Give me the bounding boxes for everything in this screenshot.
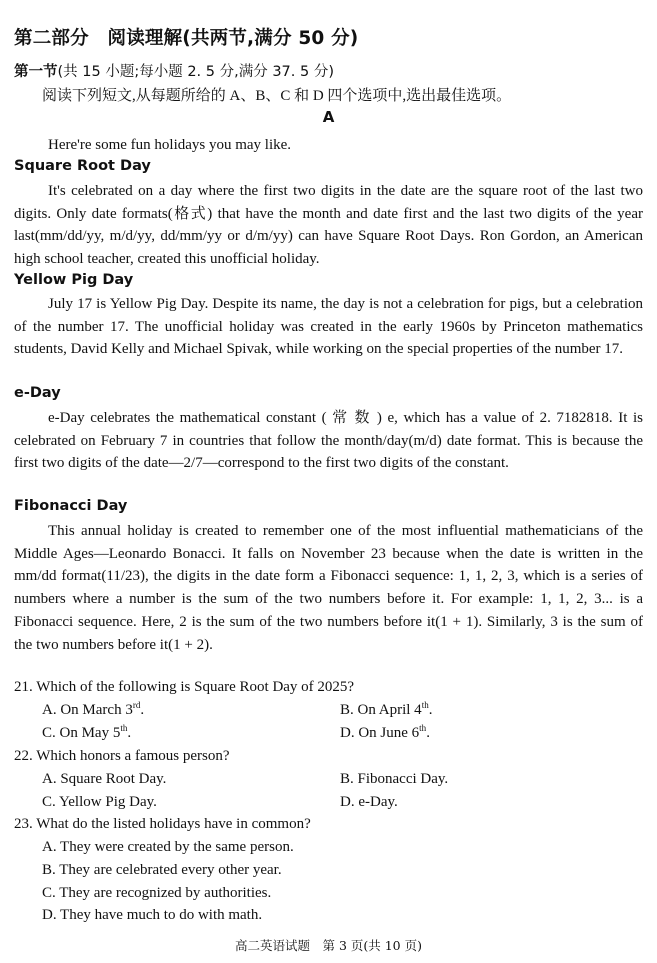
question-22-option-a: A. Square Root Day. xyxy=(42,771,167,787)
heading-fibonacci-day: Fibonacci Day xyxy=(14,498,128,514)
paragraph-square-root-day xyxy=(14,180,643,271)
question-21-option-a xyxy=(42,702,144,719)
question-22-option-c: C. Yellow Pig Day. xyxy=(42,794,157,810)
option-text: A. On March 3 xyxy=(42,702,133,718)
question-22-option-d: D. e-Day. xyxy=(340,794,398,810)
passage-intro: Here're some fun holidays you may like. xyxy=(48,137,292,153)
paragraph-fibonacci-day xyxy=(14,520,643,656)
option-ordinal: rd xyxy=(132,700,141,710)
question-21-option-c xyxy=(42,725,131,742)
question-21-option-d xyxy=(340,725,430,742)
option-ordinal: th xyxy=(120,723,128,733)
heading-yellow-pig-day: Yellow Pig Day xyxy=(14,272,134,288)
paragraph-text: e-Day celebrates the mathematical constant ( 常 数 ) e, which has a value of 2. 7182818. It is celebrated on February 7 in countries that follow the month/day(m/d) date format. This is because the first two digits of the date—2/7—correspond to the first two digits of the constant. xyxy=(14,410,643,472)
question-23-option-c: C. They are recognized by authorities. xyxy=(42,885,272,901)
question-22-option-b: B. Fibonacci Day. xyxy=(340,771,449,787)
question-23-option-a: A. They were created by the same person. xyxy=(42,839,294,855)
option-end: . xyxy=(140,702,145,718)
question-21-option-b xyxy=(340,702,432,719)
instruction-text: 阅读下列短文,从每题所给的 A、B、C 和 D 四个选项中,选出最佳选项。 xyxy=(42,88,512,104)
option-end: . xyxy=(428,702,433,718)
heading-square-root-day: Square Root Day xyxy=(14,158,151,174)
option-end: . xyxy=(426,725,430,741)
option-end: . xyxy=(127,725,132,741)
section-detail: (共 15 小题;每小题 2. 5 分,满分 37. 5 分) xyxy=(57,64,334,80)
option-text: D. On June 6 xyxy=(340,725,420,741)
passage-letter: A xyxy=(322,108,335,126)
heading-e-day: e-Day xyxy=(14,385,61,401)
option-text: C. On May 5 xyxy=(42,725,121,741)
question-23-option-b: B. They are celebrated every other year. xyxy=(42,862,282,878)
question-22-stem: 22. Which honors a famous person? xyxy=(14,748,230,764)
page-footer: 高二英语试题 第 3 页(共 10 页) xyxy=(234,938,422,953)
option-ordinal: th xyxy=(421,700,429,710)
option-ordinal: th xyxy=(419,723,427,733)
question-21-stem: 21. Which of the following is Square Root Day of 2025? xyxy=(14,679,355,695)
paragraph-text: July 17 is Yellow Pig Day. Despite its name, the day is not a celebration for pigs, but a celebration of the number 17. The unofficial holiday was created in the early 1960s by Princeton mathematics students, David Kelly and Michael Spivak, while working on the special properties of the number 17. xyxy=(14,296,643,358)
part-title: 第二部分 阅读理解(共两节,满分 50 分) xyxy=(14,28,359,49)
section-title xyxy=(14,60,334,81)
paragraph-text: This annual holiday is created to remember one of the most influential mathematicians of the Middle Ages—Leonardo Bonacci. It falls on November 23 because when the date is written in the mm/dd format(11/23), the digits in the date form a Fibonacci sequence: 1, 1, 2, 3, which is a series of numbers where a number is the sum of the two numbers before it. For example: 1, 1, 2, 3... is a Fibonacci sequence. Here, 2 is the sum of the two numbers before it(1 + 1). Similarly, 3 is the sum of the two numbers before it(1 + 2). xyxy=(14,523,643,653)
question-23-stem: 23. What do the listed holidays have in common? xyxy=(14,816,311,832)
paragraph-e-day xyxy=(14,407,643,475)
question-23-option-d: D. They have much to do with math. xyxy=(42,907,263,923)
option-text: B. On April 4 xyxy=(340,702,422,718)
section-label: 第一节 xyxy=(14,64,58,80)
paragraph-text: It's celebrated on a day where the first two digits in the date are the square root of the last two digits. Only date formats(格式) that have the month and date first and the last two digits of the year last(mm/dd/yy, m/d/yy, dd/mm/yy or d/m/yy) can have Square Root Days. Ron Gordon, an American high school teacher, created this unofficial holiday. xyxy=(14,183,643,268)
paragraph-yellow-pig-day xyxy=(14,293,643,361)
